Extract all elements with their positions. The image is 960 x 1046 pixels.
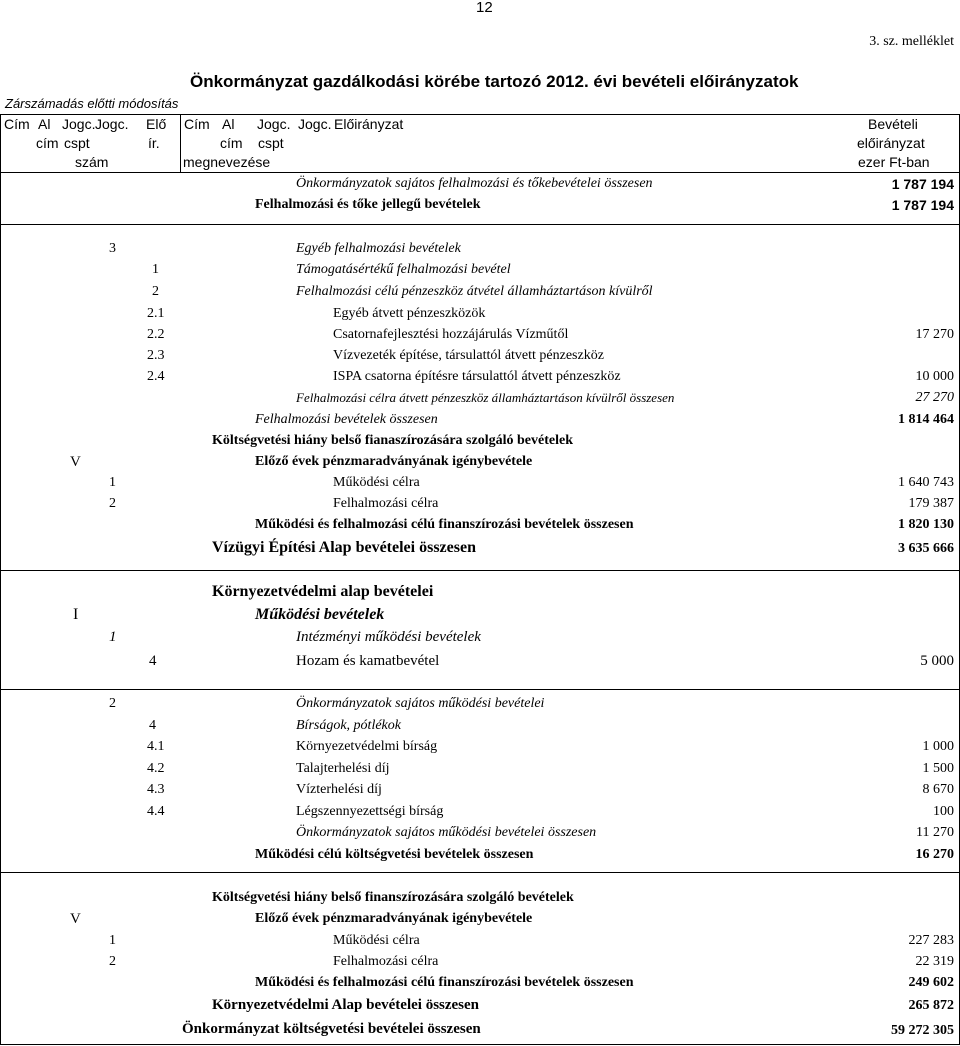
col-r-jogc-2: Jogc. bbox=[298, 116, 332, 132]
page-number: 12 bbox=[476, 0, 493, 16]
section-line-4 bbox=[0, 872, 960, 873]
col-beveteli-2: előirányzat bbox=[857, 135, 925, 151]
row-label: Önkormányzat költségvetési bevételei összesen bbox=[182, 1021, 481, 1037]
row-num: 2 bbox=[109, 954, 116, 969]
row-num: 2 bbox=[109, 496, 116, 511]
col-cim-2: cím bbox=[36, 135, 59, 151]
col-r-cim-2: cím bbox=[220, 135, 243, 151]
row-num: 4 bbox=[149, 718, 156, 733]
row-value: 100 bbox=[933, 804, 954, 819]
col-eloiranyzat: Előirányzat bbox=[334, 116, 404, 132]
header-top-line bbox=[0, 114, 960, 115]
row-label: Vízvezeték építése, társulattól átvett pénzeszköz bbox=[333, 348, 604, 363]
row-value: 3 635 666 bbox=[898, 541, 954, 556]
row-num: 4.2 bbox=[147, 761, 165, 776]
row-label: Előző évek pénzmaradványának igénybevétele bbox=[255, 454, 533, 469]
row-label: ISPA csatorna építésre társulattól átvett pénzeszköz bbox=[333, 369, 621, 384]
row-label: Egyéb felhalmozási bevételek bbox=[296, 241, 461, 256]
row-label: Működési és felhalmozási célú finanszírozási bevételek összesen bbox=[255, 975, 634, 990]
row-value: 10 000 bbox=[915, 369, 954, 384]
row-label: Csatornafejlesztési hozzájárulás Vízműtől bbox=[333, 327, 569, 342]
row-value: 1 500 bbox=[922, 761, 954, 776]
row-num: 2 bbox=[109, 696, 116, 711]
annex-label: 3. sz. melléklet bbox=[869, 34, 954, 49]
col-cim: Cím bbox=[4, 116, 30, 132]
row-label: Működési célra bbox=[333, 933, 420, 948]
row-label: Önkormányzatok sajátos működési bevételei bbox=[296, 696, 545, 711]
col-jogc: Jogc. bbox=[62, 116, 96, 132]
row-value: 16 270 bbox=[915, 847, 954, 862]
row-label: Működési célra bbox=[333, 475, 420, 490]
row-num: 2.3 bbox=[147, 348, 165, 363]
section-line-2 bbox=[0, 570, 960, 571]
row-num: 4 bbox=[149, 653, 157, 669]
row-value: 227 283 bbox=[908, 933, 954, 948]
row-num: 4.1 bbox=[147, 739, 165, 754]
row-value: 8 670 bbox=[922, 782, 954, 797]
row-num: 4.4 bbox=[147, 804, 165, 819]
row-value: 1 814 464 bbox=[898, 412, 954, 427]
col-ir: ír. bbox=[148, 135, 160, 151]
row-label: Talajterhelési díj bbox=[296, 761, 390, 776]
row-value: 179 387 bbox=[908, 496, 954, 511]
row-num: V bbox=[70, 911, 81, 927]
col-cspt: cspt bbox=[64, 135, 90, 151]
row-label: Intézményi működési bevételek bbox=[296, 629, 481, 645]
row-label: Felhalmozási célú pénzeszköz átvétel államháztartáson kívülről bbox=[296, 284, 653, 299]
row-label: Vízügyi Építési Alap bevételei összesen bbox=[212, 539, 476, 556]
row-label: Felhalmozási célra bbox=[333, 954, 439, 969]
row-label: Légszennyezettségi bírság bbox=[296, 804, 444, 819]
col-megnevezese: megnevezése bbox=[183, 154, 271, 170]
row-num: 2.4 bbox=[147, 369, 165, 384]
row-num: 2.2 bbox=[147, 327, 165, 342]
zarszamadas-label: Zárszámadás előtti módosítás bbox=[5, 96, 179, 111]
row-value: 27 270 bbox=[915, 390, 954, 405]
row-value: 1 640 743 bbox=[898, 475, 954, 490]
row-label: Környezetvédelmi bírság bbox=[296, 739, 438, 754]
row-value: 249 602 bbox=[908, 975, 954, 990]
row-label: Működési bevételek bbox=[255, 606, 385, 623]
row-num: 1 bbox=[152, 262, 159, 277]
col-separator bbox=[180, 114, 181, 172]
col-elo: Elő bbox=[146, 116, 167, 132]
row-num: 1 bbox=[109, 933, 116, 948]
row-value: 1 787 194 bbox=[891, 176, 954, 192]
col-jogc-2: Jogc. bbox=[95, 116, 129, 132]
col-beveteli: Bevételi bbox=[868, 116, 918, 132]
row-num: 2 bbox=[152, 284, 159, 299]
row-value: 265 872 bbox=[908, 998, 954, 1013]
row-label: Környezetvédelmi alap bevételei bbox=[212, 583, 434, 600]
row-label: Bírságok, pótlékok bbox=[296, 718, 401, 733]
row-value: 1 000 bbox=[922, 739, 954, 754]
row-value: 59 272 305 bbox=[891, 1023, 954, 1038]
row-value: 1 787 194 bbox=[891, 197, 954, 213]
row-value: 11 270 bbox=[916, 825, 954, 840]
row-num: 3 bbox=[109, 241, 116, 256]
row-label: Felhalmozási és tőke jellegű bevételek bbox=[255, 197, 481, 212]
row-value: 1 820 130 bbox=[898, 517, 954, 532]
row-label: Hozam és kamatbevétel bbox=[296, 653, 440, 669]
section-line-3 bbox=[0, 689, 960, 690]
header-bottom-line bbox=[0, 172, 960, 173]
row-label: Támogatásértékű felhalmozási bevétel bbox=[296, 262, 511, 277]
row-value: 17 270 bbox=[915, 327, 954, 342]
col-r-al: Al bbox=[222, 116, 235, 132]
col-r-cim: Cím bbox=[184, 116, 210, 132]
row-label: Vízterhelési díj bbox=[296, 782, 382, 797]
row-num: 2.1 bbox=[147, 306, 165, 321]
row-label: Működési és felhalmozási célú finanszírozási bevételek összesen bbox=[255, 517, 634, 532]
row-num: 1 bbox=[109, 629, 117, 645]
col-r-cspt: cspt bbox=[258, 135, 284, 151]
row-label: Felhalmozási célra átvett pénzeszköz államháztartáson kívülről összesen bbox=[296, 390, 675, 405]
row-num: I bbox=[73, 606, 79, 623]
col-r-jogc: Jogc. bbox=[257, 116, 291, 132]
table-bottom-line bbox=[0, 1044, 960, 1045]
row-num: 4.3 bbox=[147, 782, 165, 797]
unit-label: ezer Ft-ban bbox=[858, 154, 930, 170]
row-label: Önkormányzatok sajátos felhalmozási és tőkebevételei összesen bbox=[296, 176, 653, 191]
section-line-1 bbox=[0, 224, 960, 225]
row-label: Környezetvédelmi Alap bevételei összesen bbox=[212, 997, 480, 1013]
row-label: Önkormányzatok sajátos működési bevételei összesen bbox=[296, 825, 597, 840]
row-value: 22 319 bbox=[915, 954, 954, 969]
row-label: Felhalmozási célra bbox=[333, 496, 439, 511]
col-al: Al bbox=[38, 116, 51, 132]
row-num: V bbox=[70, 454, 81, 470]
page-title: Önkormányzat gazdálkodási körébe tartozó 2012. évi bevételi előirányzatok bbox=[190, 72, 799, 91]
row-num: 1 bbox=[109, 475, 116, 490]
row-label: Előző évek pénzmaradványának igénybevétele bbox=[255, 911, 533, 926]
row-label: Költségvetési hiány belső fianaszírozására szolgáló bevételek bbox=[212, 433, 573, 448]
row-label: Működési célú költségvetési bevételek összesen bbox=[255, 847, 534, 862]
row-label: Költségvetési hiány belső finanszírozására szolgáló bevételek bbox=[212, 890, 574, 905]
row-label: Felhalmozási bevételek összesen bbox=[255, 412, 438, 427]
table-left-border bbox=[0, 114, 1, 1045]
row-label: Egyéb átvett pénzeszközök bbox=[333, 306, 486, 321]
col-szam: szám bbox=[75, 154, 109, 170]
row-value: 5 000 bbox=[920, 653, 954, 669]
